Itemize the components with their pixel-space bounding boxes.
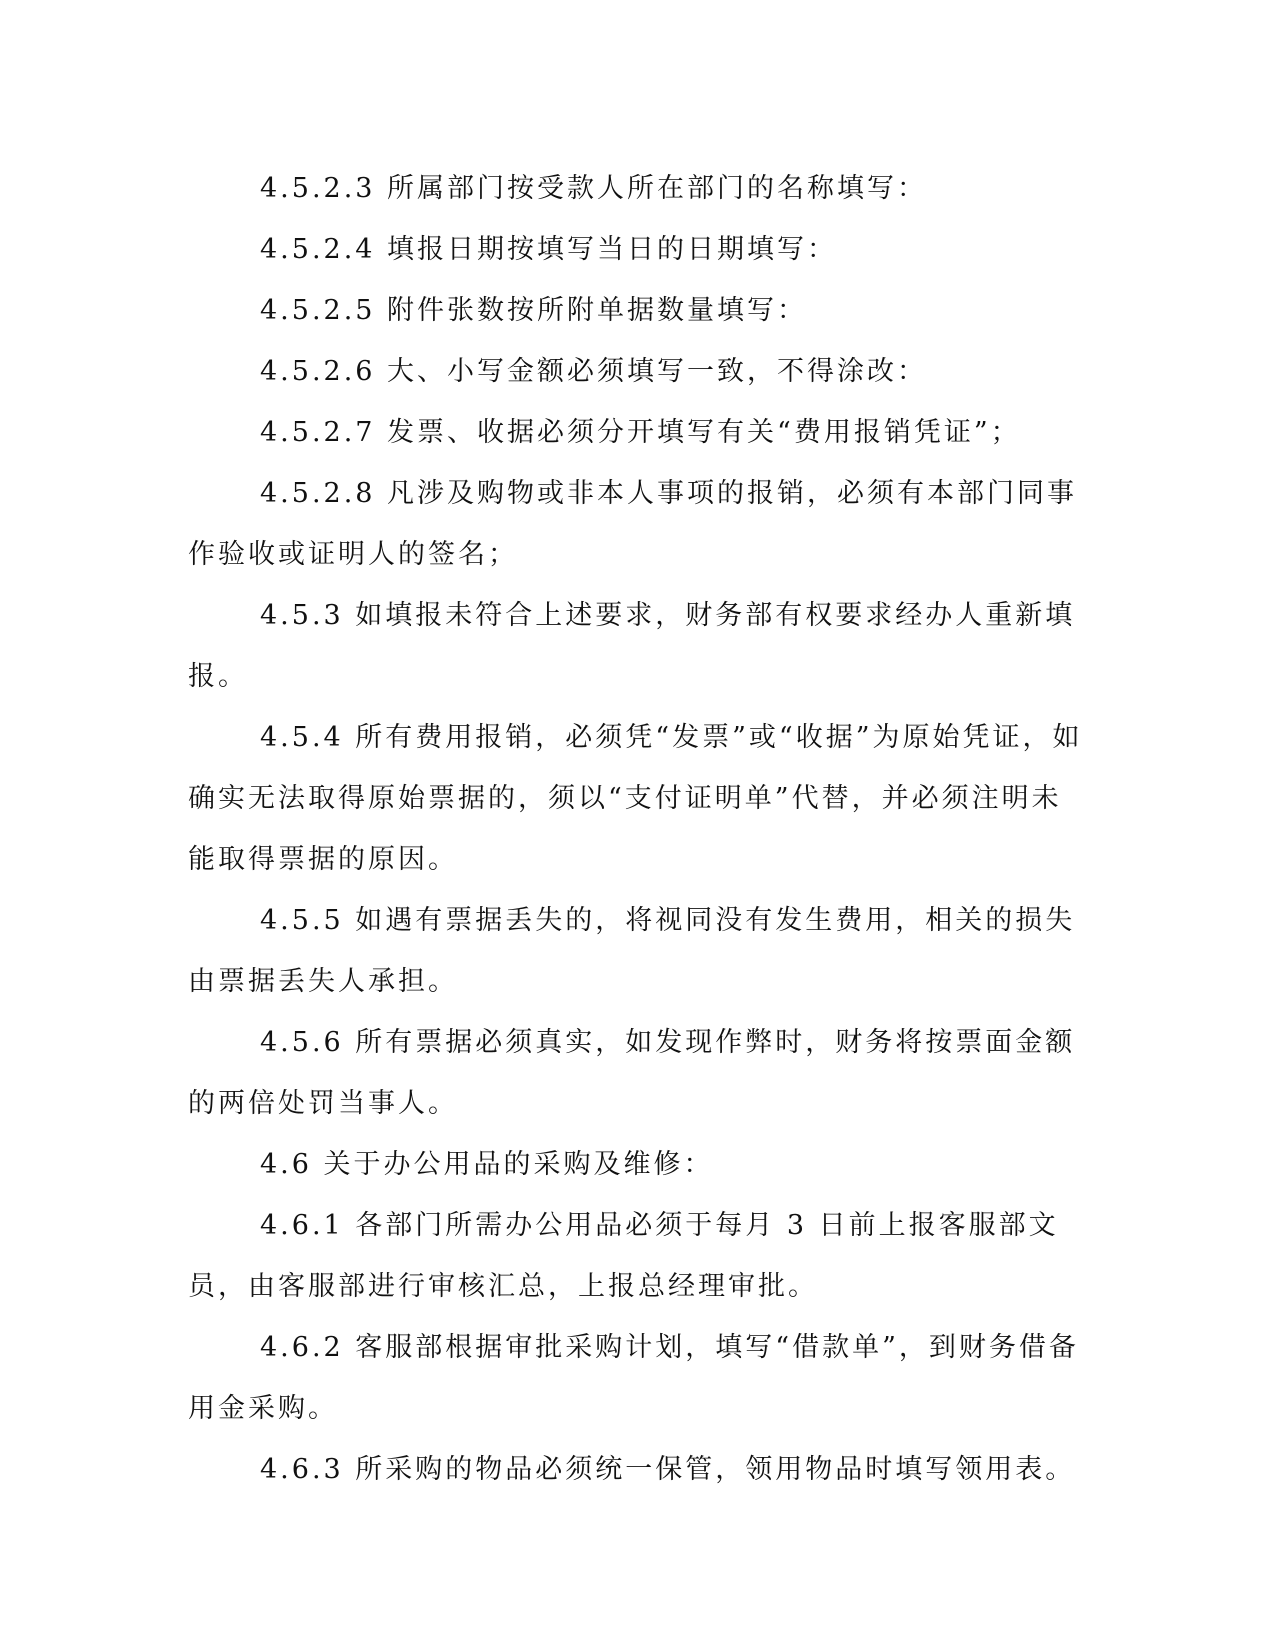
document-body [188,158,1088,1500]
paragraph-4-5-5: 4.5.5 如遇有票据丢失的，将视同没有发生费用，相关的损失由票据丢失人承担。 [188,905,1076,997]
paragraph-4-6-1: 4.6.1 各部门所需办公用品必须于每月 3 日前上报客服部文员，由客服部进行审核汇总，上报总经理审批。 [188,1210,1059,1302]
paragraph-4-6-3: 4.6.3 所采购的物品必须统一保管，领用物品时填写领用表。 [260,1454,1076,1485]
paragraph-4-5-3: 4.5.3 如填报未符合上述要求，财务部有权要求经办人重新填报。 [188,600,1076,692]
paragraph-4-5-6: 4.5.6 所有票据必须真实，如发现作弊时，财务将按票面金额的两倍处罚当事人。 [188,1027,1076,1119]
paragraph-4-6: 4.6 关于办公用品的采购及维修： [260,1149,714,1180]
paragraph-4-5-2-8: 4.5.2.8 凡涉及购物或非本人事项的报销，必须有本部门同事作验收或证明人的签名； [188,478,1078,570]
paragraph-4-6-2: 4.6.2 客服部根据审批采购计划，填写“借款单”，到财务借备用金采购。 [188,1332,1079,1424]
paragraph-4-5-2-4: 4.5.2.4 填报日期按填写当日的日期填写： [260,234,838,265]
paragraph-4-5-4: 4.5.4 所有费用报销，必须凭“发票”或“收据”为原始凭证，如确实无法取得原始票据的，须以“支付证明单”代替，并必须注明未能取得票据的原因。 [188,722,1083,875]
paragraph-4-5-2-5: 4.5.2.5 附件张数按所附单据数量填写： [260,295,808,326]
paragraph-4-5-2-7: 4.5.2.7 发票、收据必须分开填写有关“费用报销凭证”； [260,417,1021,448]
paragraph-4-5-2-6: 4.5.2.6 大、小写金额必须填写一致，不得涂改： [260,356,928,387]
paragraph-4-5-2-3: 4.5.2.3 所属部门按受款人所在部门的名称填写： [260,173,928,204]
